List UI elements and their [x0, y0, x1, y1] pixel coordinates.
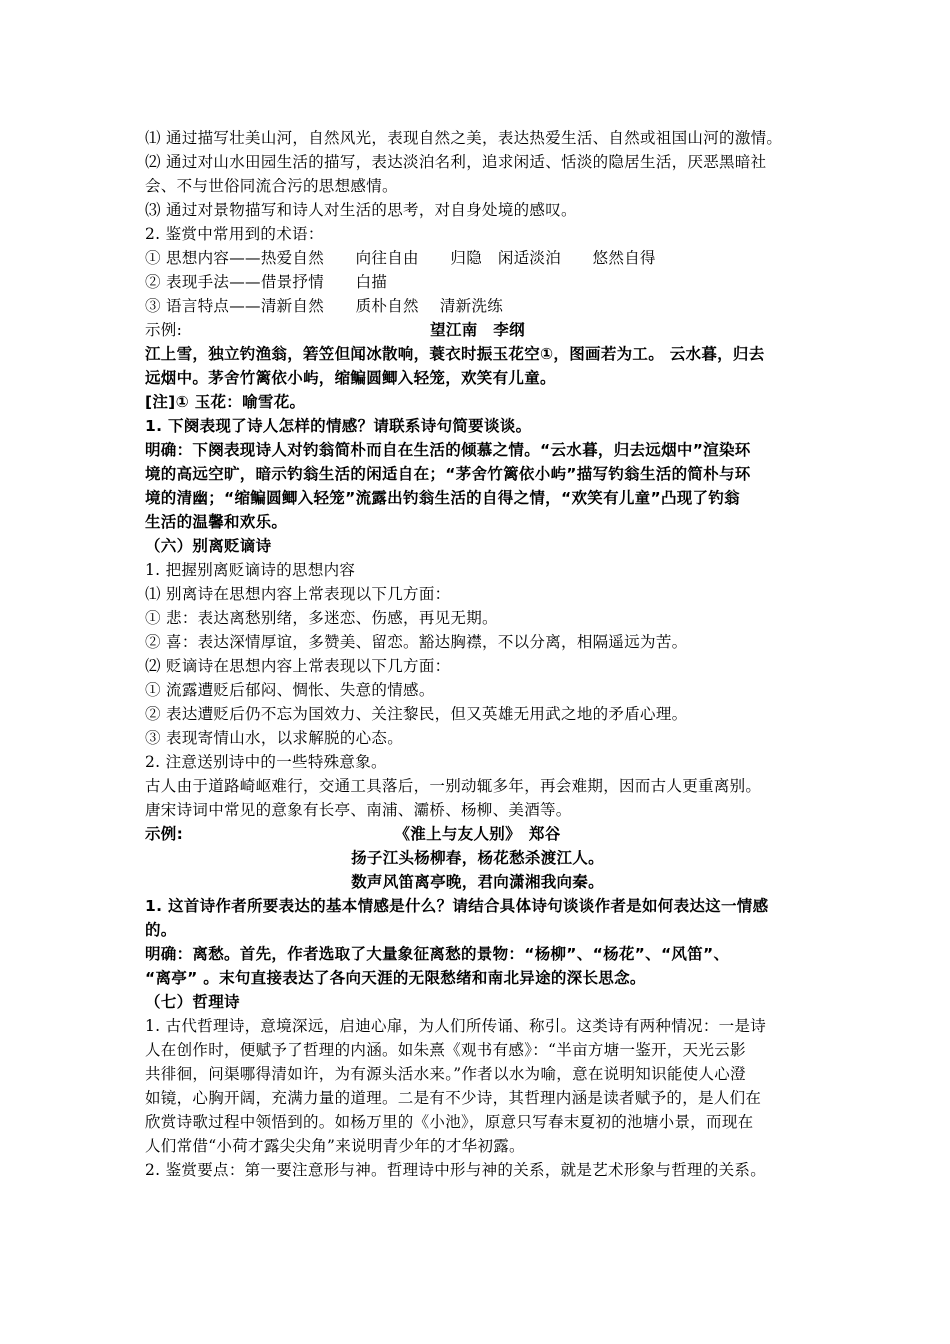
example-label: 示例: [145, 321, 183, 339]
text-line: 1. 古代哲理诗，意境深远，启迪心扉，为人们所传诵、称引。这类诗有两种情况：一是诗 [145, 1017, 767, 1035]
answer-line: 境的清幽；“缩鳊圆鲫入轻笼”流露出钓翁生活的自得之情，“欢笑有儿童”凸现了钓翁 [145, 489, 740, 507]
text-line: ② 表现手法——借景抒情 白描 [145, 273, 388, 291]
text-line: ① 悲：表达离愁别绪，多迷恋、伤感，再见无期。 [145, 609, 498, 627]
answer-line: 生活的温馨和欢乐。 [145, 513, 288, 531]
text-line: 共徘徊，问渠哪得清如许，为有源头活水来。”作者以水为喻，意在说明知识能使人心澄 [145, 1065, 746, 1083]
poem-line: 江上雪，独立钓渔翁，箬笠但闻冰散响，蓑衣时振玉花空①，图画若为工。 云水暮，归去 [145, 345, 765, 363]
text-line: 人们常借“小荷才露尖尖角”来说明青少年的才华初露。 [145, 1137, 525, 1155]
text-line: 欣赏诗歌过程中领悟到的。如杨万里的《小池》，原意只写春末夏初的池塘小景，而现在 [145, 1113, 754, 1131]
poem-line: 扬子江头杨柳春，杨花愁杀渡江人。 [351, 849, 604, 867]
question: 1. 这首诗作者所要表达的基本情感是什么？请结合具体诗句谈谈作者是如何表达这一情感 [145, 897, 769, 915]
text-line: ③ 语言特点——清新自然 质朴自然 清新洗练 [145, 297, 504, 315]
text-line: ① 思想内容——热爱自然 向往自由 归隐 闲适淡泊 悠然自得 [145, 249, 656, 267]
answer-line: 明确：下阕表现诗人对钓翁简朴而自在生活的倾慕之情。“云水暮，归去远烟中”渲染环 [145, 441, 751, 459]
text-line: ⑵ 贬谪诗在思想内容上常表现以下几方面： [145, 657, 451, 675]
example-label: 示例: [145, 825, 184, 843]
question: 的。 [145, 921, 177, 939]
text-line: 如镜，心胸开阔，充满力量的道理。二是有不少诗，其哲理内涵是读者赋予的，是人们在 [145, 1089, 762, 1107]
answer-line: 境的高远空旷，暗示钓翁生活的闲适自在；“茅舍竹篱依小屿”描写钓翁生活的简朴与环 [145, 465, 751, 483]
answer-line: “离亭” 。末句直接表达了各向天涯的无限愁绪和南北异途的深长思念。 [145, 969, 646, 987]
text-line: ⑴ 别离诗在思想内容上常表现以下几方面： [145, 585, 451, 603]
text-line: 古人由于道路崎岖难行，交通工具落后，一别动辄多年，再会难期，因而古人更重离别。 [145, 777, 762, 795]
text-line: ⑵ 通过对山水田园生活的描写，表达淡泊名利，追求闲适、恬淡的隐居生活，厌恶黑暗社 [145, 153, 767, 171]
text-line: 会、不与世俗同流合污的思想感情。 [145, 177, 398, 195]
text-line: 2. 鉴赏中常用到的术语： [145, 225, 324, 243]
poem-title: 望江南 李纲 [430, 321, 525, 339]
text-line: 2. 注意送别诗中的一些特殊意象。 [145, 753, 387, 771]
text-line: ⑶ 通过对景物描写和诗人对生活的思考，对自身处境的感叹。 [145, 201, 577, 219]
text-line: ③ 表现寄情山水，以求解脱的心态。 [145, 729, 404, 747]
text-line: ① 流露遭贬后郁闷、惆怅、失意的情感。 [145, 681, 435, 699]
section-heading: （七）哲理诗 [145, 993, 240, 1011]
poem-line: 数声风笛离亭晚，君向潇湘我向秦。 [351, 873, 604, 891]
poem-note: [注]① 玉花：喻雪花。 [145, 393, 306, 411]
text-line: ② 喜：表达深情厚谊，多赞美、留恋。豁达胸襟，不以分离，相隔遥远为苦。 [145, 633, 688, 651]
poem-title: 《淮上与友人别》 郑谷 [394, 825, 561, 843]
document-page [145, 126, 810, 1182]
section-heading: （六）别离贬谪诗 [145, 537, 272, 555]
poem-line: 远烟中。茅舍竹篱依小屿，缩鳊圆鲫入轻笼，欢笑有儿童。 [145, 369, 556, 387]
question: 1. 下阕表现了诗人怎样的情感？请联系诗句简要谈谈。 [145, 417, 532, 435]
text-line: 1. 把握别离贬谪诗的思想内容 [145, 561, 356, 579]
answer-line: 明确：离愁。首先，作者选取了大量象征离愁的景物：“杨柳”、“杨花”、“风笛”、 [145, 945, 730, 963]
text-line: ② 表达遭贬后仍不忘为国效力、关注黎民，但又英雄无用武之地的矛盾心理。 [145, 705, 688, 723]
example2-header [145, 822, 810, 846]
text-line: 2. 鉴赏要点：第一要注意形与神。哲理诗中形与神的关系，就是艺术形象与哲理的关系。 [145, 1161, 767, 1179]
text-line: 唐宋诗词中常见的意象有长亭、南浦、灞桥、杨柳、美酒等。 [145, 801, 572, 819]
text-line: ⑴ 通过描写壮美山河，自然风光，表现自然之美，表达热爱生活、自然或祖国山河的激情。 [145, 129, 783, 147]
example1-header [145, 318, 810, 342]
text-line: 人在创作时，便赋予了哲理的内涵。如朱熹《观书有感》：“半亩方塘一鉴开，天光云影 [145, 1041, 746, 1059]
